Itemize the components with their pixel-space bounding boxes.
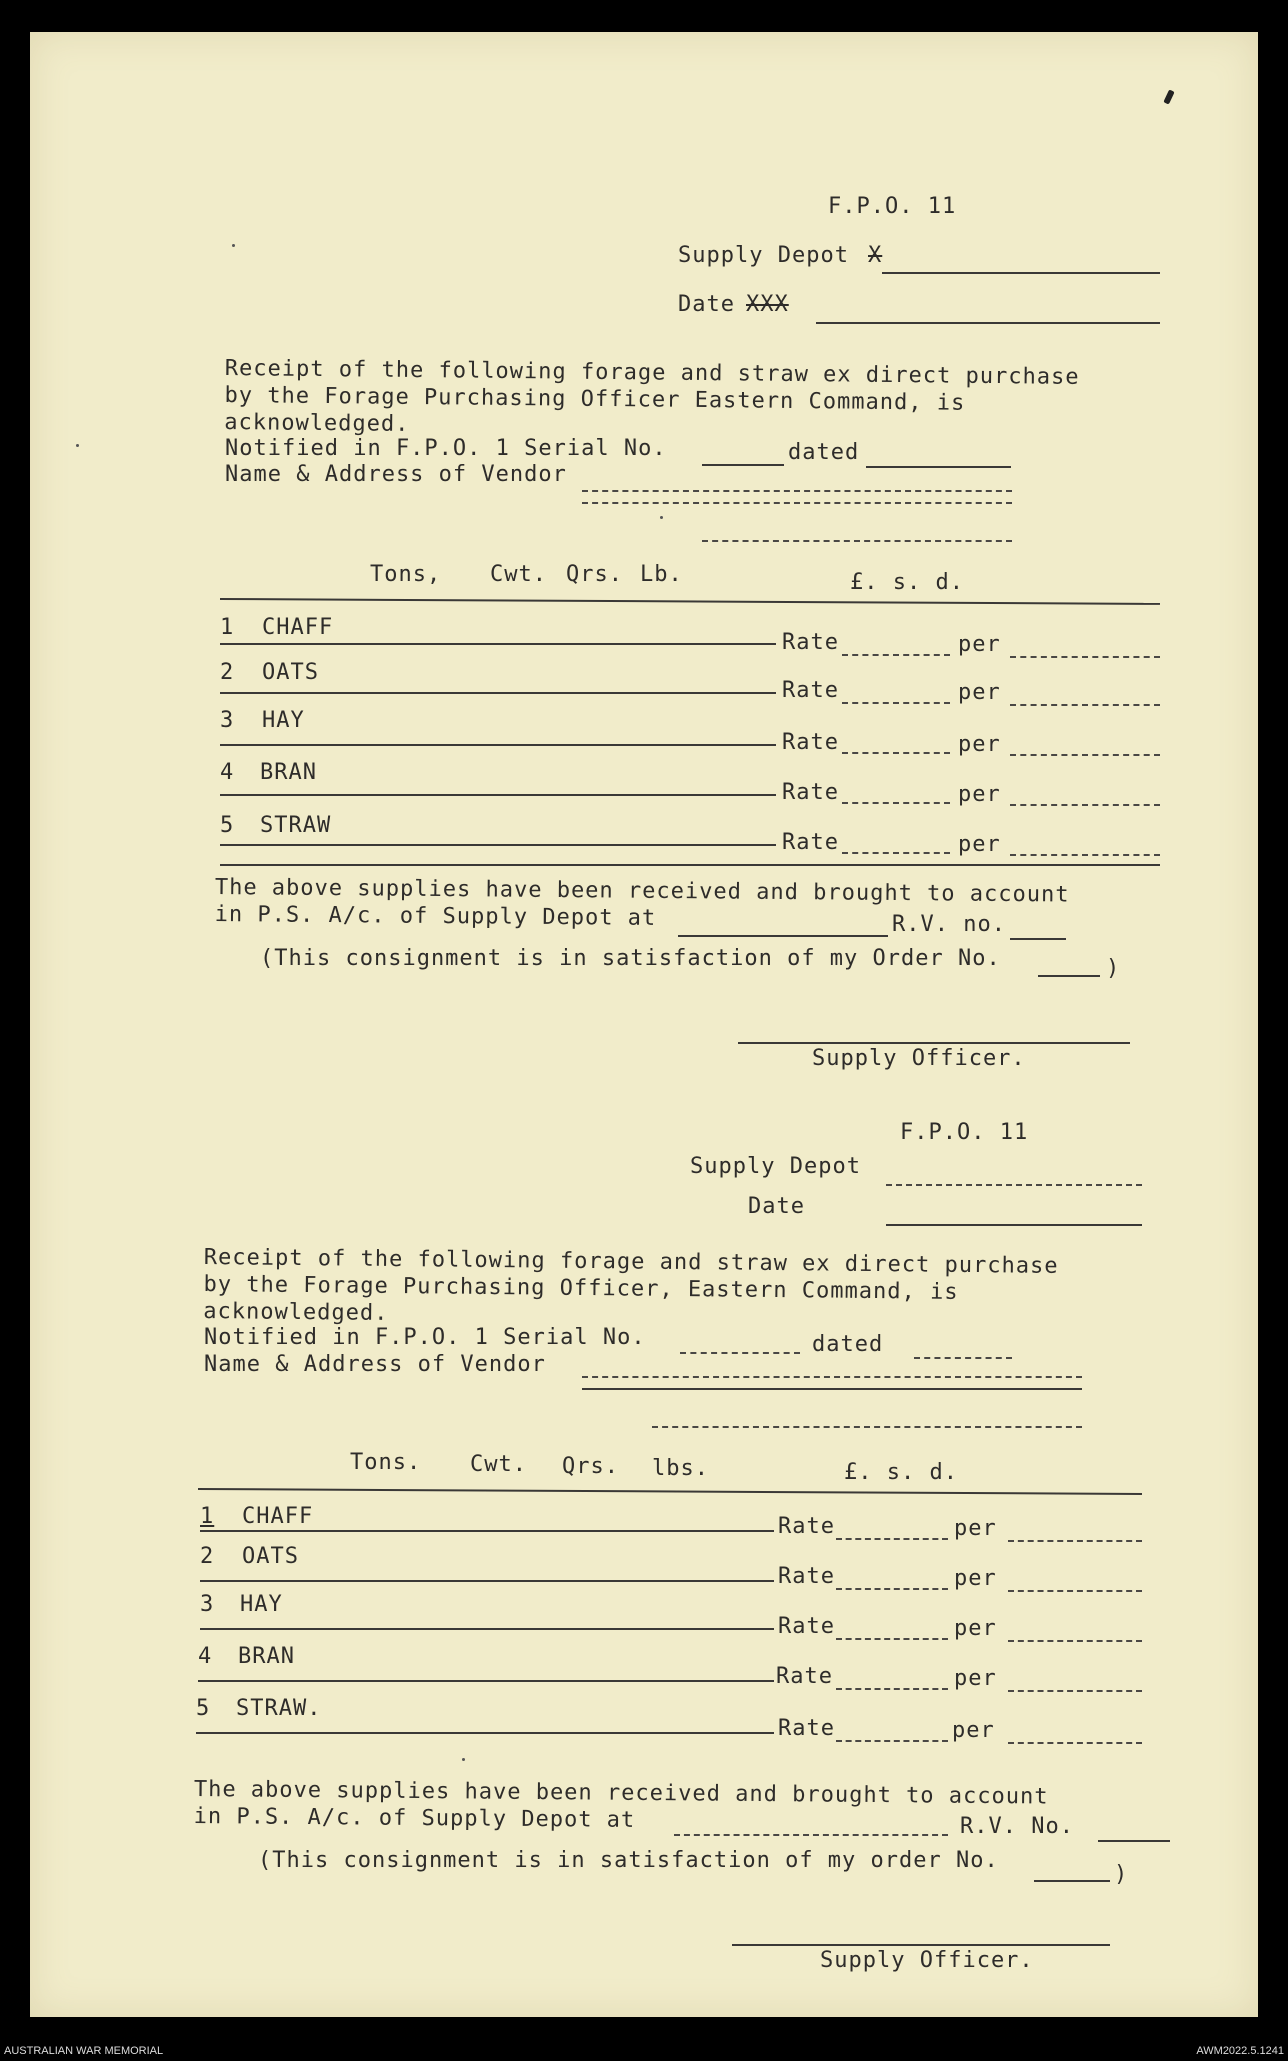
header-qrs: Qrs.	[566, 562, 623, 587]
consignment-text: (This consignment is in satisfaction of my Order No.	[260, 946, 1001, 971]
item-name: STRAW.	[236, 1696, 322, 1721]
notified-label: Notified in F.P.O. 1 Serial No.	[225, 436, 667, 461]
dated-field[interactable]	[914, 1357, 1012, 1359]
form-code: F.P.O. 11	[828, 194, 957, 219]
receipt-text: Receipt of the following forage and straw ex direct purchase by the Forage Purchasing Officer, Eastern Command, is acknowledged.	[203, 1245, 1059, 1326]
date-mark: XXX	[746, 292, 789, 317]
dated-label: dated	[788, 440, 860, 465]
item-name: HAY	[240, 1592, 283, 1617]
rate-label: Rate	[776, 1664, 833, 1689]
item-number: 5	[220, 813, 235, 838]
item-number: 5	[196, 1696, 211, 1721]
item-quantity-field[interactable]	[196, 1732, 774, 1734]
rv-label: R.V. no.	[892, 912, 1006, 937]
order-no-field[interactable]	[1034, 1880, 1110, 1882]
per-field[interactable]	[1008, 1690, 1142, 1692]
rv-label: R.V. No.	[960, 1814, 1074, 1839]
signature-line[interactable]	[732, 1944, 1110, 1946]
per-label: per	[954, 1516, 997, 1541]
item-number: 4	[198, 1644, 213, 1669]
document-page	[30, 32, 1258, 2017]
per-label: per	[952, 1718, 995, 1743]
paper-speck	[462, 1758, 465, 1761]
dated-label: dated	[812, 1332, 884, 1357]
header-qrs: Qrs.	[562, 1454, 619, 1479]
rate-label: Rate	[782, 630, 839, 655]
item-quantity-field[interactable]	[200, 1530, 774, 1532]
item-name: HAY	[262, 708, 305, 733]
rate-label: Rate	[782, 830, 839, 855]
header-lb: Lb.	[640, 562, 683, 587]
vendor-field-3[interactable]	[652, 1426, 1082, 1428]
header-lb: lbs.	[652, 1456, 709, 1481]
per-label: per	[954, 1566, 997, 1591]
vendor-label: Name & Address of Vendor	[204, 1352, 546, 1377]
footer-right: AWM2022.5.1241	[1196, 2045, 1284, 2057]
item-quantity-field[interactable]	[200, 1580, 774, 1582]
serial-no-field[interactable]	[680, 1352, 800, 1354]
form-code: F.P.O. 11	[900, 1120, 1029, 1145]
item-number: 3	[220, 708, 235, 733]
per-field[interactable]	[1008, 1640, 1142, 1642]
vendor-label: Name & Address of Vendor	[225, 462, 567, 487]
header-cwt: Cwt.	[490, 562, 547, 587]
form-2	[30, 32, 1258, 2017]
item-number: 1	[220, 615, 235, 640]
supply-depot-label: Supply Depot	[678, 243, 849, 268]
supply-depot-at-field[interactable]	[674, 1834, 948, 1836]
per-field[interactable]	[1008, 1590, 1142, 1592]
per-label: per	[958, 732, 1001, 757]
item-name: BRAN	[238, 1644, 295, 1669]
date-label: Date	[748, 1194, 805, 1219]
per-field[interactable]	[1008, 1540, 1142, 1542]
paper-speck	[232, 244, 235, 247]
item-number: 2	[200, 1544, 215, 1569]
item-name: STRAW	[260, 813, 332, 838]
receipt-text: Receipt of the following forage and straw ex direct purchase by the Forage Purchasing Officer Eastern Command, is acknowledged.	[224, 355, 1080, 437]
consignment-close: )	[1114, 1862, 1129, 1887]
item-number: 4	[220, 760, 235, 785]
per-field[interactable]	[1008, 1742, 1142, 1744]
item-number: 1	[200, 1504, 215, 1529]
rate-field[interactable]	[836, 1638, 948, 1640]
vendor-field-1[interactable]	[582, 1376, 1082, 1378]
header-money: £. s. d.	[850, 570, 964, 595]
paper-speck	[76, 444, 79, 447]
vendor-field-2[interactable]	[582, 1388, 1082, 1390]
header-tons: Tons.	[350, 1450, 422, 1475]
above-supplies-text: The above supplies have been received and brought to account in P.S. A/c. of Supply Depot at	[214, 874, 1070, 931]
date-field[interactable]	[886, 1224, 1142, 1226]
item-name: CHAFF	[262, 615, 334, 640]
item-quantity-field[interactable]	[200, 1628, 774, 1630]
rate-field[interactable]	[836, 1588, 948, 1590]
per-label: per	[958, 632, 1001, 657]
header-tons: Tons,	[370, 562, 442, 587]
header-money: £. s. d.	[844, 1460, 958, 1485]
consignment-text: (This consignment is in satisfaction of my order No.	[258, 1848, 999, 1873]
header-cwt: Cwt.	[470, 1452, 527, 1477]
rv-no-field[interactable]	[1098, 1840, 1170, 1842]
item-quantity-field[interactable]	[198, 1680, 774, 1682]
per-label: per	[958, 680, 1001, 705]
rate-field[interactable]	[836, 1740, 948, 1742]
rate-label: Rate	[782, 678, 839, 703]
rate-field[interactable]	[836, 1538, 948, 1540]
rate-field[interactable]	[836, 1688, 948, 1690]
supply-depot-label: Supply Depot	[690, 1154, 861, 1179]
item-number: 3	[200, 1592, 215, 1617]
paper-speck	[660, 516, 663, 519]
per-label: per	[954, 1666, 997, 1691]
item-name: BRAN	[260, 760, 317, 785]
rate-label: Rate	[778, 1716, 835, 1741]
supply-depot-field[interactable]	[886, 1184, 1142, 1186]
supply-depot-mark: X	[868, 243, 883, 268]
rate-label: Rate	[782, 780, 839, 805]
rate-label: Rate	[782, 730, 839, 755]
footer-left: AUSTRALIAN WAR MEMORIAL	[4, 2045, 164, 2057]
date-label: Date	[678, 292, 735, 317]
item-name: CHAFF	[242, 1504, 314, 1529]
rate-label: Rate	[778, 1514, 835, 1539]
rate-label: Rate	[778, 1564, 835, 1589]
above-supplies-text: The above supplies have been received and brought to account in P.S. A/c. of Supply Depot at	[193, 1777, 1049, 1833]
notified-label: Notified in F.P.O. 1 Serial No.	[204, 1325, 646, 1350]
per-label: per	[958, 782, 1001, 807]
per-label: per	[958, 832, 1001, 857]
supply-officer-label: Supply Officer.	[812, 1046, 1026, 1071]
rate-label: Rate	[778, 1614, 835, 1639]
item-name: OATS	[242, 1544, 299, 1569]
item-number: 2	[220, 660, 235, 685]
per-label: per	[954, 1616, 997, 1641]
item-name: OATS	[262, 660, 319, 685]
supply-officer-label: Supply Officer.	[820, 1948, 1034, 1973]
header-rule	[198, 1488, 1142, 1495]
consignment-close: )	[1106, 956, 1121, 981]
